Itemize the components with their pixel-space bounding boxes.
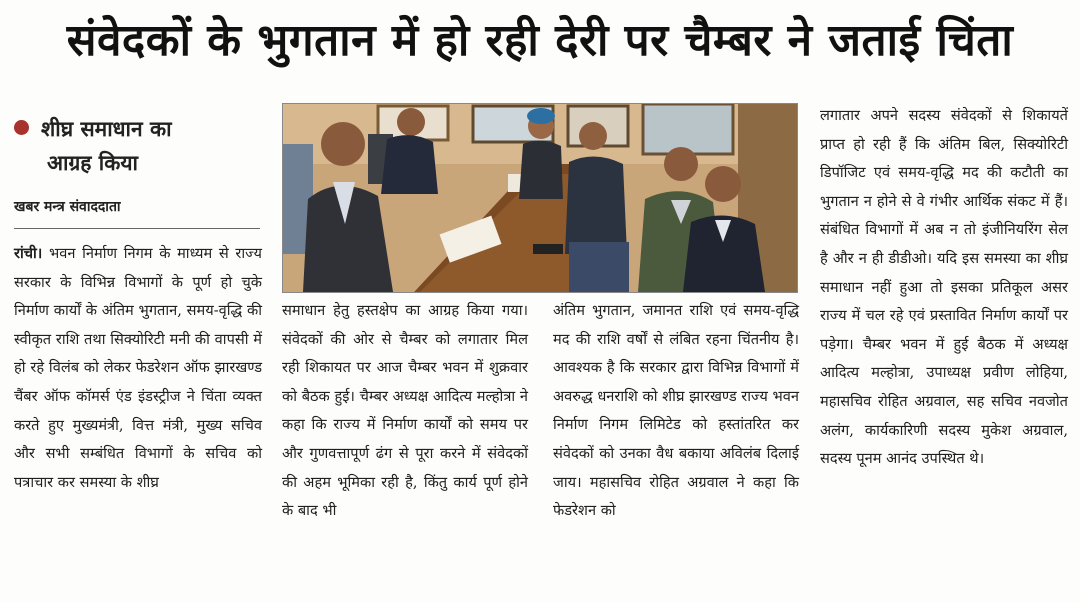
- subheadline-line1: शीघ्र समाधान का: [41, 117, 172, 141]
- article-column-1: [14, 240, 262, 497]
- meeting-photo: [282, 103, 798, 293]
- subheadline: [14, 112, 264, 180]
- bullet-icon: [14, 120, 29, 135]
- article-column-4: लगातार अपने सदस्य संवेदकों से शिकायतें प्राप्त हो रही हैं कि अंतिम बिल, सिक्योरिटी डिपॉजिट एवं समय-वृद्धि मद की कटौती का भुगतान न होने से वे गंभीर आर्थिक संकट में हैं। संबंधित विभागों में अब न तो इंजीनियरिंग सेल है और न ही डीडीओ। यदि इस समस्या का शीघ्र समाधान नहीं हुआ तो इसका प्रतिकूल असर राज्य में चल रहे एवं प्रस्तावित निर्माण कार्यों पर पड़ेगा। चैम्बर भवन में हुई बैठक में अध्यक्ष आदित्य मल्होत्रा, उपाध्यक्ष प्रवीण लोहिया, महासचिव रोहित अग्रवाल, सह सचिव नवजोत अलंग, कार्यकारिणी सदस्य मुकेश अग्रवाल, सदस्य पूनम आनंद उपस्थित थे।: [820, 107, 1068, 468]
- dateline: रांची।: [14, 245, 43, 262]
- divider: [14, 228, 260, 229]
- headline: संवेदकों के भुगतान में हो रही देरी पर चैम्बर ने जताई चिंता: [66, 15, 1014, 66]
- article-column-1-text: भवन निर्माण निगम के माध्यम से राज्य सरकार के विभिन्न विभागों के पूर्ण हो चुके निर्माण कार्यों के अंतिम भुगतान, समय-वृद्धि की स्वीकृत राशि तथा सिक्योरिटी मनी की वापसी में हो रहे विलंब को लेकर फेडरेशन ऑफ झारखण्ड चैंबर ऑफ कॉमर्स एंड इंडस्ट्रीज ने चिंता व्यक्त करते हुए मुख्यमंत्री, वित्त मंत्री, मुख्य सचिव और सभी सम्बंधित विभागों के सचिव को पत्राचार कर समस्या के शीघ्र: [14, 245, 262, 491]
- article-column-2: समाधान हेतु हस्तक्षेप का आग्रह किया गया। संवेदकों की ओर से चैम्बर को लगातार मिल रही शिकायत पर आज चैम्बर भवन में शुक्रवार को बैठक हुई। चैम्बर अध्यक्ष आदित्य मल्होत्रा ने कहा कि राज्य में निर्माण कार्यों को समय पर और गुणवत्तापूर्ण ढंग से पूरा करने में संवेदकों की अहम भूमिका रही है, किंतु कार्य पूर्ण होने के बाद भी: [282, 302, 528, 520]
- byline: खबर मन्त्र संवाददाता: [14, 199, 121, 215]
- subheadline-line2: आग्रह किया: [47, 151, 138, 175]
- article-column-3: अंतिम भुगतान, जमानत राशि एवं समय-वृद्धि मद की राशि वर्षों से लंबित रहना चिंतनीय है। आवश्यक है कि सरकार द्वारा विभिन्न विभागों में अवरुद्ध धनराशि को शीघ्र झारखण्ड राज्य भवन निर्माण निगम लिमिटेड को हस्तांतरित कर संवेदकों को उनका वैध बकाया अविलंब दिलाई जाय। महासचिव रोहित अग्रवाल ने कहा कि फेडरेशन को: [553, 302, 799, 520]
